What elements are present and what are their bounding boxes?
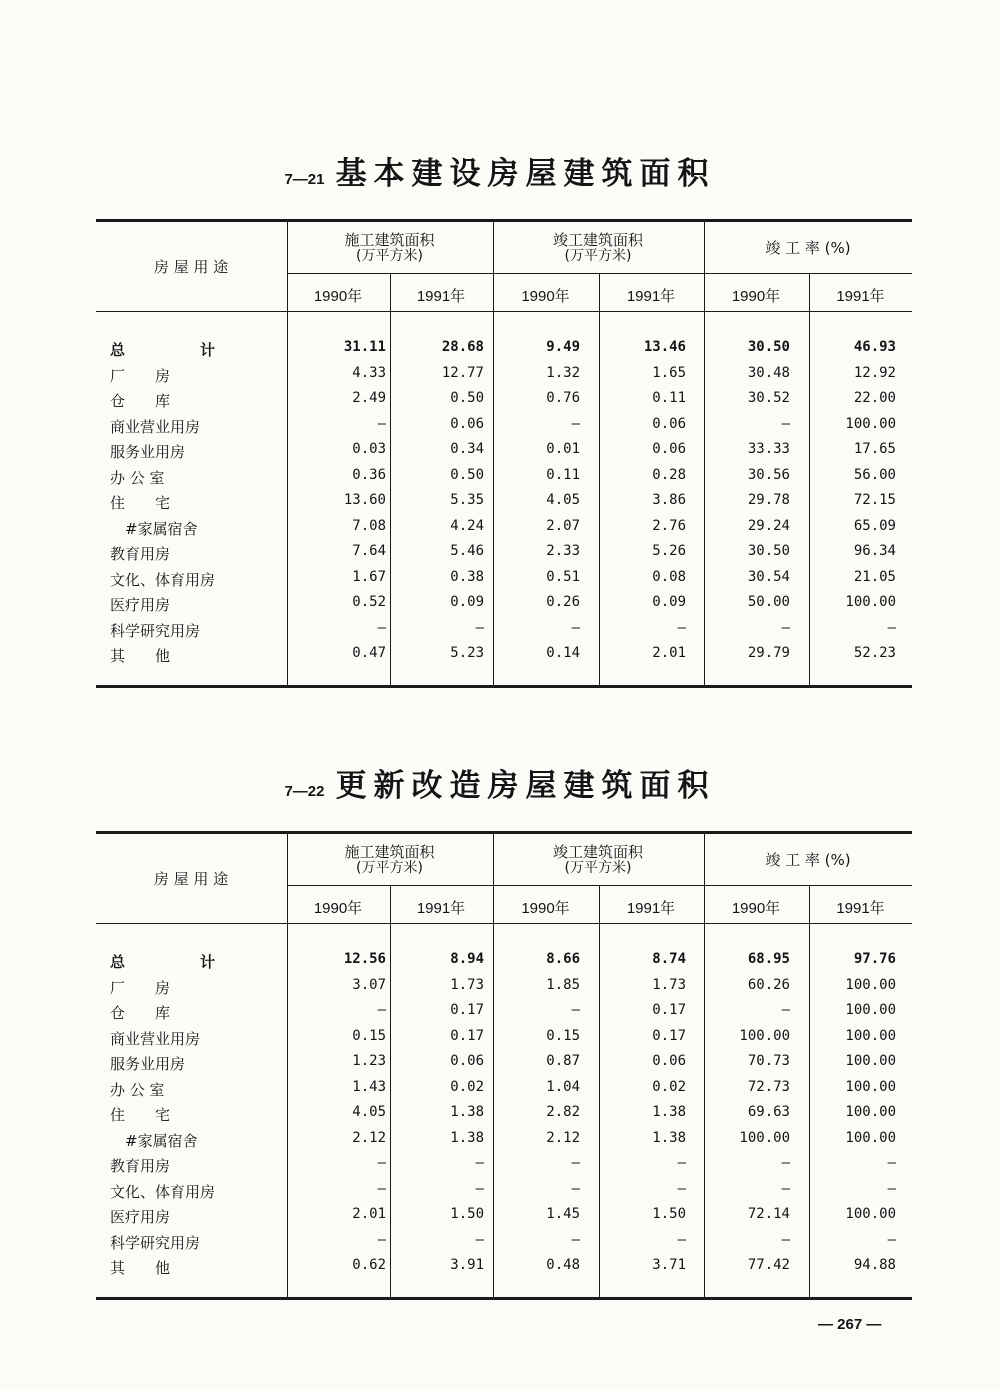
table-cell: 13.60 bbox=[343, 492, 386, 508]
table-cell: — bbox=[377, 1180, 386, 1197]
year-header: 1990年 bbox=[313, 288, 363, 305]
table-cell: 100.00 bbox=[845, 1104, 896, 1120]
year-header: 1990年 bbox=[313, 900, 363, 917]
year-header: 1990年 bbox=[731, 288, 781, 305]
row-label: 其 他 bbox=[110, 1259, 171, 1277]
table-title-text: 基本建设房屋建筑面积 bbox=[335, 156, 716, 192]
table-cell: — bbox=[571, 1231, 580, 1248]
table-cell: 0.17 bbox=[450, 1002, 484, 1018]
table-cell: 0.15 bbox=[352, 1027, 386, 1044]
column-group-header bbox=[704, 240, 912, 256]
table-cell: 0.08 bbox=[652, 568, 686, 585]
table-cell: 0.06 bbox=[652, 415, 686, 432]
row-label: 商业营业用房 bbox=[110, 417, 201, 436]
table-cell: 0.11 bbox=[652, 390, 686, 406]
table-cell: — bbox=[571, 1002, 580, 1018]
row-label: #家属宿舍 bbox=[110, 519, 198, 538]
row-label: 科学研究用房 bbox=[110, 1233, 201, 1252]
table-cell: 0.17 bbox=[652, 1002, 686, 1018]
row-label: 仓 库 bbox=[110, 1004, 171, 1022]
table-cell: 4.24 bbox=[450, 517, 484, 534]
year-header: 1990年 bbox=[521, 900, 570, 917]
group-unit: (万平方米) bbox=[564, 248, 632, 264]
table-cell: 8.74 bbox=[652, 951, 686, 967]
table-cell: 68.95 bbox=[747, 951, 790, 967]
table-cell: — bbox=[475, 1231, 484, 1248]
year-header: 1991年 bbox=[626, 900, 676, 917]
table-cell: — bbox=[887, 1180, 896, 1197]
table-cell: 31.11 bbox=[343, 339, 386, 355]
table-cell: — bbox=[571, 415, 580, 432]
row-label: 办 公 室 bbox=[110, 468, 165, 487]
year-header: 1991年 bbox=[836, 900, 885, 917]
group-label: 竣 工 率 (%) bbox=[765, 239, 851, 257]
table-cell: 0.06 bbox=[450, 1053, 484, 1069]
year-header: 1991年 bbox=[416, 900, 466, 917]
row-label: 服务业用房 bbox=[110, 443, 186, 461]
table-cell: 1.38 bbox=[652, 1129, 686, 1146]
column-group-header bbox=[287, 844, 492, 876]
table-cell: 33.33 bbox=[747, 441, 790, 457]
year-header: 1991年 bbox=[626, 288, 676, 305]
table-cell: 1.50 bbox=[450, 1206, 484, 1222]
table-cell: — bbox=[475, 1155, 484, 1171]
table-cell: 0.47 bbox=[352, 645, 386, 661]
row-label: 文化、体育用房 bbox=[110, 1182, 216, 1201]
table-cell: 30.48 bbox=[747, 364, 790, 381]
table-title bbox=[0, 148, 1000, 193]
table-cell: 1.45 bbox=[546, 1206, 580, 1222]
table-cell: — bbox=[377, 1231, 386, 1248]
table-cell: 0.52 bbox=[352, 594, 386, 610]
table-cell: 2.01 bbox=[352, 1206, 386, 1222]
table-cell: 12.77 bbox=[441, 364, 484, 381]
table-cell: — bbox=[571, 619, 580, 636]
table-cell: 3.71 bbox=[652, 1257, 686, 1273]
table-cell: 0.28 bbox=[652, 466, 686, 483]
table-cell: — bbox=[571, 1180, 580, 1197]
table-cell: 72.14 bbox=[747, 1206, 790, 1222]
table-cell: 0.51 bbox=[546, 568, 580, 585]
table-cell: 30.56 bbox=[747, 466, 790, 483]
year-header: 1991年 bbox=[416, 288, 466, 305]
table-cell: 70.73 bbox=[747, 1053, 790, 1069]
table-cell: 100.00 bbox=[739, 1129, 790, 1146]
row-label: 总 计 bbox=[110, 953, 216, 971]
table-cell: 0.14 bbox=[546, 645, 580, 661]
table-cell: — bbox=[677, 1231, 686, 1248]
row-label: 其 他 bbox=[110, 647, 171, 665]
table-cell: 100.00 bbox=[845, 976, 896, 993]
table-cell: 72.15 bbox=[853, 492, 896, 508]
table-cell: 1.38 bbox=[450, 1129, 484, 1146]
table-cell: 2.76 bbox=[652, 517, 686, 534]
table-title bbox=[0, 760, 1000, 805]
table-cell: 0.02 bbox=[652, 1078, 686, 1095]
table-cell: — bbox=[781, 415, 790, 432]
row-label: 教育用房 bbox=[110, 1157, 171, 1175]
row-label: 商业营业用房 bbox=[110, 1029, 201, 1048]
year-header: 1990年 bbox=[731, 900, 781, 917]
page-number: — 267 — bbox=[818, 1316, 882, 1333]
table-cell: 12.56 bbox=[343, 951, 386, 967]
table-cell: — bbox=[677, 1180, 686, 1197]
table-cell: 0.76 bbox=[546, 390, 580, 406]
table-cell: 0.03 bbox=[352, 441, 386, 457]
table-cell: 30.54 bbox=[747, 568, 790, 585]
table-cell: 69.63 bbox=[747, 1104, 790, 1120]
table-cell: 0.50 bbox=[450, 390, 484, 406]
table-cell: 100.00 bbox=[739, 1027, 790, 1044]
table-cell: 0.06 bbox=[652, 441, 686, 457]
table-cell: 2.33 bbox=[546, 543, 580, 559]
stub-header: 房 屋 用 途 bbox=[153, 258, 229, 276]
table-cell: — bbox=[377, 1002, 386, 1018]
row-label: 住 宅 bbox=[110, 1106, 171, 1124]
table-cell: 1.67 bbox=[352, 568, 386, 585]
table-cell: 0.09 bbox=[652, 594, 686, 610]
table-cell: — bbox=[377, 415, 386, 432]
table-cell: 1.32 bbox=[546, 364, 580, 381]
table-cell: 0.15 bbox=[546, 1027, 580, 1044]
table-cell: — bbox=[781, 1155, 790, 1171]
table-cell: 1.50 bbox=[652, 1206, 686, 1222]
table-cell: 17.65 bbox=[853, 441, 896, 457]
table-cell: 0.38 bbox=[450, 568, 484, 585]
table-cell: — bbox=[887, 1231, 896, 1248]
table-cell: 97.76 bbox=[853, 951, 896, 967]
table-cell: 100.00 bbox=[845, 415, 896, 432]
table-cell: 0.87 bbox=[546, 1053, 580, 1069]
table-cell: 28.68 bbox=[441, 339, 484, 355]
table-cell: 0.06 bbox=[652, 1053, 686, 1069]
table-cell: 1.23 bbox=[352, 1053, 386, 1069]
table-cell: 46.93 bbox=[853, 339, 896, 355]
table-cell: 0.06 bbox=[450, 415, 484, 432]
table-cell: 0.09 bbox=[450, 594, 484, 610]
table-cell: 1.38 bbox=[652, 1104, 686, 1120]
table-cell: 0.17 bbox=[450, 1027, 484, 1044]
row-label: 医疗用房 bbox=[110, 1208, 171, 1226]
table-cell: 100.00 bbox=[845, 1078, 896, 1095]
table-cell: 94.88 bbox=[853, 1257, 896, 1273]
row-label: 总 计 bbox=[110, 341, 216, 359]
row-label: 仓 库 bbox=[110, 392, 171, 410]
group-unit: (万平方米) bbox=[564, 860, 632, 876]
row-label: #家属宿舍 bbox=[110, 1131, 198, 1150]
stub-header: 房 屋 用 途 bbox=[153, 870, 229, 888]
table-cell: 2.82 bbox=[546, 1104, 580, 1120]
table-cell: 0.01 bbox=[546, 441, 580, 457]
table-cell: 4.33 bbox=[352, 364, 386, 381]
row-label: 办 公 室 bbox=[110, 1080, 165, 1099]
table-cell: 5.23 bbox=[450, 645, 484, 661]
column-group-header bbox=[493, 232, 703, 264]
table-cell: 5.46 bbox=[450, 543, 484, 559]
table-cell: — bbox=[571, 1155, 580, 1171]
table-cell: 5.35 bbox=[450, 492, 484, 508]
table-cell: 8.66 bbox=[546, 951, 580, 967]
table-cell: 21.05 bbox=[853, 568, 896, 585]
year-header: 1991年 bbox=[836, 288, 885, 305]
table-cell: 1.04 bbox=[546, 1078, 580, 1095]
table-cell: 22.00 bbox=[853, 390, 896, 406]
table-cell: 7.64 bbox=[352, 543, 386, 559]
table-cell: 2.07 bbox=[546, 517, 580, 534]
group-label: 竣 工 率 (%) bbox=[765, 851, 851, 869]
table-cell: 3.07 bbox=[352, 976, 386, 993]
table-cell: — bbox=[475, 619, 484, 636]
table-cell: — bbox=[887, 1155, 896, 1171]
table-cell: 100.00 bbox=[845, 594, 896, 610]
table-title-text: 更新改造房屋建筑面积 bbox=[335, 768, 716, 804]
table-cell: 0.11 bbox=[546, 466, 580, 483]
table-cell: 30.50 bbox=[747, 339, 790, 355]
table-cell: 65.09 bbox=[853, 517, 896, 534]
table-cell: 30.50 bbox=[747, 543, 790, 559]
table-cell: 29.24 bbox=[747, 517, 790, 534]
table-cell: — bbox=[887, 619, 896, 636]
table-cell: 56.00 bbox=[853, 466, 896, 483]
table-cell: 1.65 bbox=[652, 364, 686, 381]
table-cell: 4.05 bbox=[352, 1104, 386, 1120]
table-cell: 7.08 bbox=[352, 517, 386, 534]
table-cell: 29.79 bbox=[747, 645, 790, 661]
table-cell: 2.12 bbox=[546, 1129, 580, 1146]
table-cell: 0.50 bbox=[450, 466, 484, 483]
group-label: 竣工建筑面积 bbox=[552, 231, 643, 249]
table-cell: 4.05 bbox=[546, 492, 580, 508]
table-cell: 13.46 bbox=[643, 339, 686, 355]
table-cell: — bbox=[781, 1180, 790, 1197]
table-cell: 50.00 bbox=[747, 594, 790, 610]
table-cell: 2.01 bbox=[652, 645, 686, 661]
year-header: 1990年 bbox=[521, 288, 570, 305]
group-label: 竣工建筑面积 bbox=[552, 843, 643, 861]
table-cell: — bbox=[677, 1155, 686, 1171]
table-number: 7—21 bbox=[284, 171, 325, 188]
table-cell: 77.42 bbox=[747, 1257, 790, 1273]
table-cell: 2.49 bbox=[352, 390, 386, 406]
table-cell: 100.00 bbox=[845, 1129, 896, 1146]
table-cell: 29.78 bbox=[747, 492, 790, 508]
table-cell: 0.36 bbox=[352, 466, 386, 483]
table-cell: 100.00 bbox=[845, 1206, 896, 1222]
table-cell: 0.02 bbox=[450, 1078, 484, 1095]
row-label: 医疗用房 bbox=[110, 596, 171, 614]
row-label: 文化、体育用房 bbox=[110, 570, 216, 589]
table-cell: 0.34 bbox=[450, 441, 484, 457]
table-cell: 100.00 bbox=[845, 1002, 896, 1018]
table-cell: 3.86 bbox=[652, 492, 686, 508]
row-label: 科学研究用房 bbox=[110, 621, 201, 640]
table-cell: 1.73 bbox=[652, 976, 686, 993]
table-cell: 0.62 bbox=[352, 1257, 386, 1273]
table-cell: 1.73 bbox=[450, 976, 484, 993]
table-cell: — bbox=[781, 1002, 790, 1018]
column-group-header bbox=[493, 844, 703, 876]
column-group-header bbox=[704, 852, 912, 868]
table-cell: 0.26 bbox=[546, 594, 580, 610]
table-cell: 1.38 bbox=[450, 1104, 484, 1120]
table-cell: — bbox=[475, 1180, 484, 1197]
group-unit: (万平方米) bbox=[356, 248, 423, 264]
table-cell: 1.85 bbox=[546, 976, 580, 993]
table-cell: 9.49 bbox=[546, 339, 580, 355]
row-label: 厂 房 bbox=[110, 366, 171, 385]
column-group-header bbox=[287, 232, 492, 264]
table-cell: 1.43 bbox=[352, 1078, 386, 1095]
table-cell: 72.73 bbox=[747, 1078, 790, 1095]
row-label: 住 宅 bbox=[110, 494, 171, 512]
table-cell: 8.94 bbox=[450, 951, 484, 967]
table-cell: — bbox=[377, 619, 386, 636]
table-cell: 2.12 bbox=[352, 1129, 386, 1146]
table-cell: 0.17 bbox=[652, 1027, 686, 1044]
table-cell: — bbox=[677, 619, 686, 636]
table-cell: 96.34 bbox=[853, 543, 896, 559]
row-label: 厂 房 bbox=[110, 978, 171, 997]
table-cell: 0.48 bbox=[546, 1257, 580, 1273]
table-cell: 12.92 bbox=[853, 364, 896, 381]
group-label: 施工建筑面积 bbox=[344, 231, 435, 249]
row-label: 教育用房 bbox=[110, 545, 171, 563]
group-label: 施工建筑面积 bbox=[344, 843, 435, 861]
table-cell: 30.52 bbox=[747, 390, 790, 406]
table-cell: 3.91 bbox=[450, 1257, 484, 1273]
group-unit: (万平方米) bbox=[356, 860, 423, 876]
table-cell: — bbox=[781, 619, 790, 636]
table-cell: 100.00 bbox=[845, 1053, 896, 1069]
row-label: 服务业用房 bbox=[110, 1055, 186, 1073]
table-number: 7—22 bbox=[284, 783, 325, 800]
table-cell: 52.23 bbox=[853, 645, 896, 661]
table-cell: 100.00 bbox=[845, 1027, 896, 1044]
table-cell: 5.26 bbox=[652, 543, 686, 559]
table-cell: — bbox=[377, 1155, 386, 1171]
table-cell: 60.26 bbox=[747, 976, 790, 993]
table-cell: — bbox=[781, 1231, 790, 1248]
